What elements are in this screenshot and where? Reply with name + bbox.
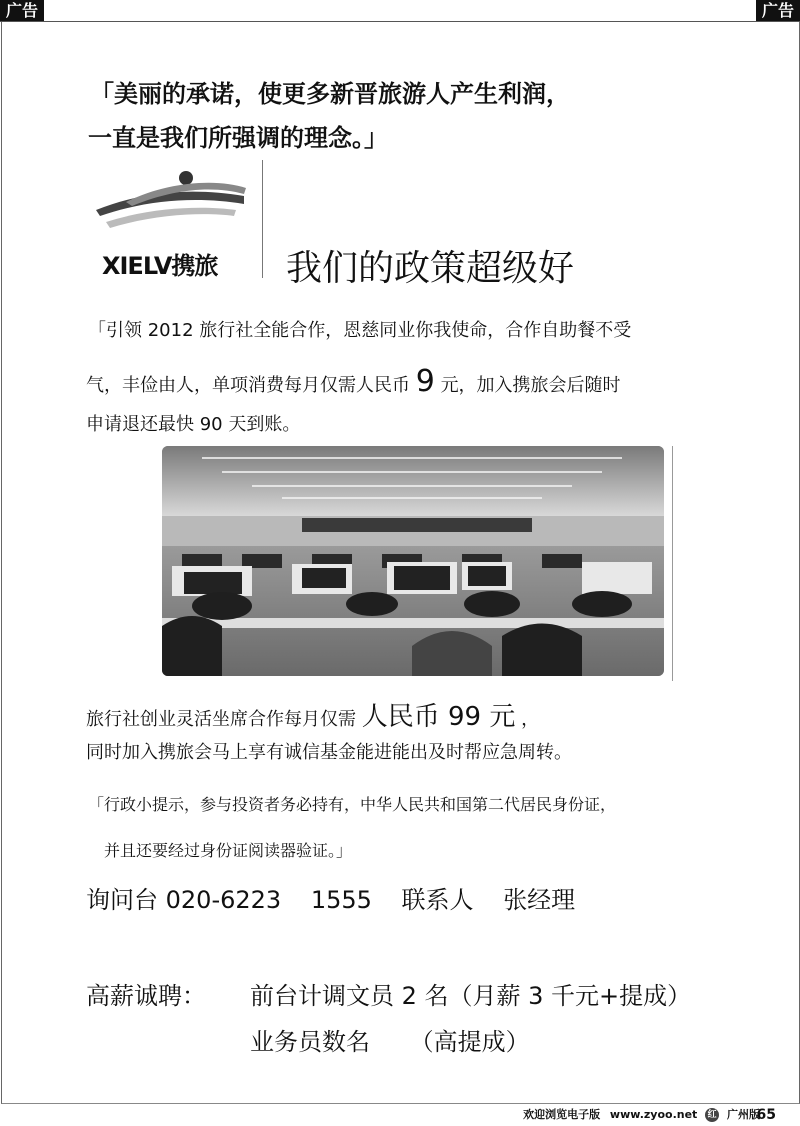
policy-line-1: 「引领 2012 旅行社全能合作，恩慈同业你我使命，合作自助餐不受 — [88, 320, 632, 341]
offer-line-1 — [86, 696, 539, 733]
offer-line-2: 同时加入携旅会马上享有诚信基金能进能出及时帮应急周转。 — [86, 742, 572, 763]
contact-label: 询问台 — [86, 886, 158, 914]
footer-circle-icon: 红 — [705, 1108, 719, 1122]
policy-line-2 — [86, 364, 621, 399]
policy-line-2-post: 元，加入携旅会后随时 — [440, 375, 621, 396]
policy-headline: 我们的政策超级好 — [286, 248, 575, 289]
offer-price: 人民币 99 元 — [361, 702, 516, 732]
logo-swoosh-icon — [86, 160, 256, 240]
logo-text: XIELV携旅 — [102, 252, 218, 280]
office-photo-image — [162, 446, 664, 676]
tip-line-1: 「行政小提示，参与投资者务必持有，中华人民共和国第二代居民身份证， — [88, 795, 617, 814]
policy-line-2-pre: 气，丰俭由人，单项消费每月仅需人民币 — [86, 375, 410, 396]
contact-person-label: 联系人 — [401, 886, 474, 914]
contact-person: 张经理 — [503, 886, 576, 914]
policy-line-3: 申请退还最快 90 天到账。 — [86, 414, 301, 435]
contact-line — [86, 880, 575, 915]
ad-tag-right: 广告 — [756, 0, 800, 22]
ad-tag-left: 广告 — [0, 0, 44, 22]
logo — [86, 160, 256, 278]
intro-line-2: 一直是我们所强调的理念。」 — [88, 124, 388, 152]
offer-line-1-pre: 旅行社创业灵活坐席合作每月仅需 — [86, 709, 356, 730]
logo-divider — [262, 160, 263, 278]
hiring-job-2a: 业务员数名 — [250, 1028, 370, 1056]
offer-line-1-post: ， — [521, 709, 540, 730]
hiring-job-2b: （高提成） — [409, 1028, 530, 1056]
hiring-job-1: 前台计调文员 2 名（月薪 3 千元+提成） — [250, 982, 692, 1010]
footer-site: www.zyoo.net — [609, 1108, 698, 1121]
page-number: 65 — [756, 1107, 776, 1123]
tip-line-2: 并且还要经过身份证阅读器验证。」 — [104, 841, 353, 860]
contact-phone-2: 1555 — [310, 886, 372, 914]
photo-side-rule — [672, 446, 673, 681]
intro-line-1: 「美丽的承诺，使更多新晋旅游人产生利润， — [90, 80, 570, 108]
contact-phone: 020-6223 — [165, 886, 282, 914]
hiring-job-2 — [250, 1022, 530, 1057]
hiring-label: 高薪诚聘： — [86, 982, 206, 1010]
footer-edition: 广州版 — [727, 1108, 760, 1121]
price-9: 9 — [415, 364, 435, 399]
footer-text: 欢迎浏览电子版 — [523, 1108, 601, 1121]
footer — [523, 1106, 760, 1122]
office-photo — [162, 446, 664, 676]
